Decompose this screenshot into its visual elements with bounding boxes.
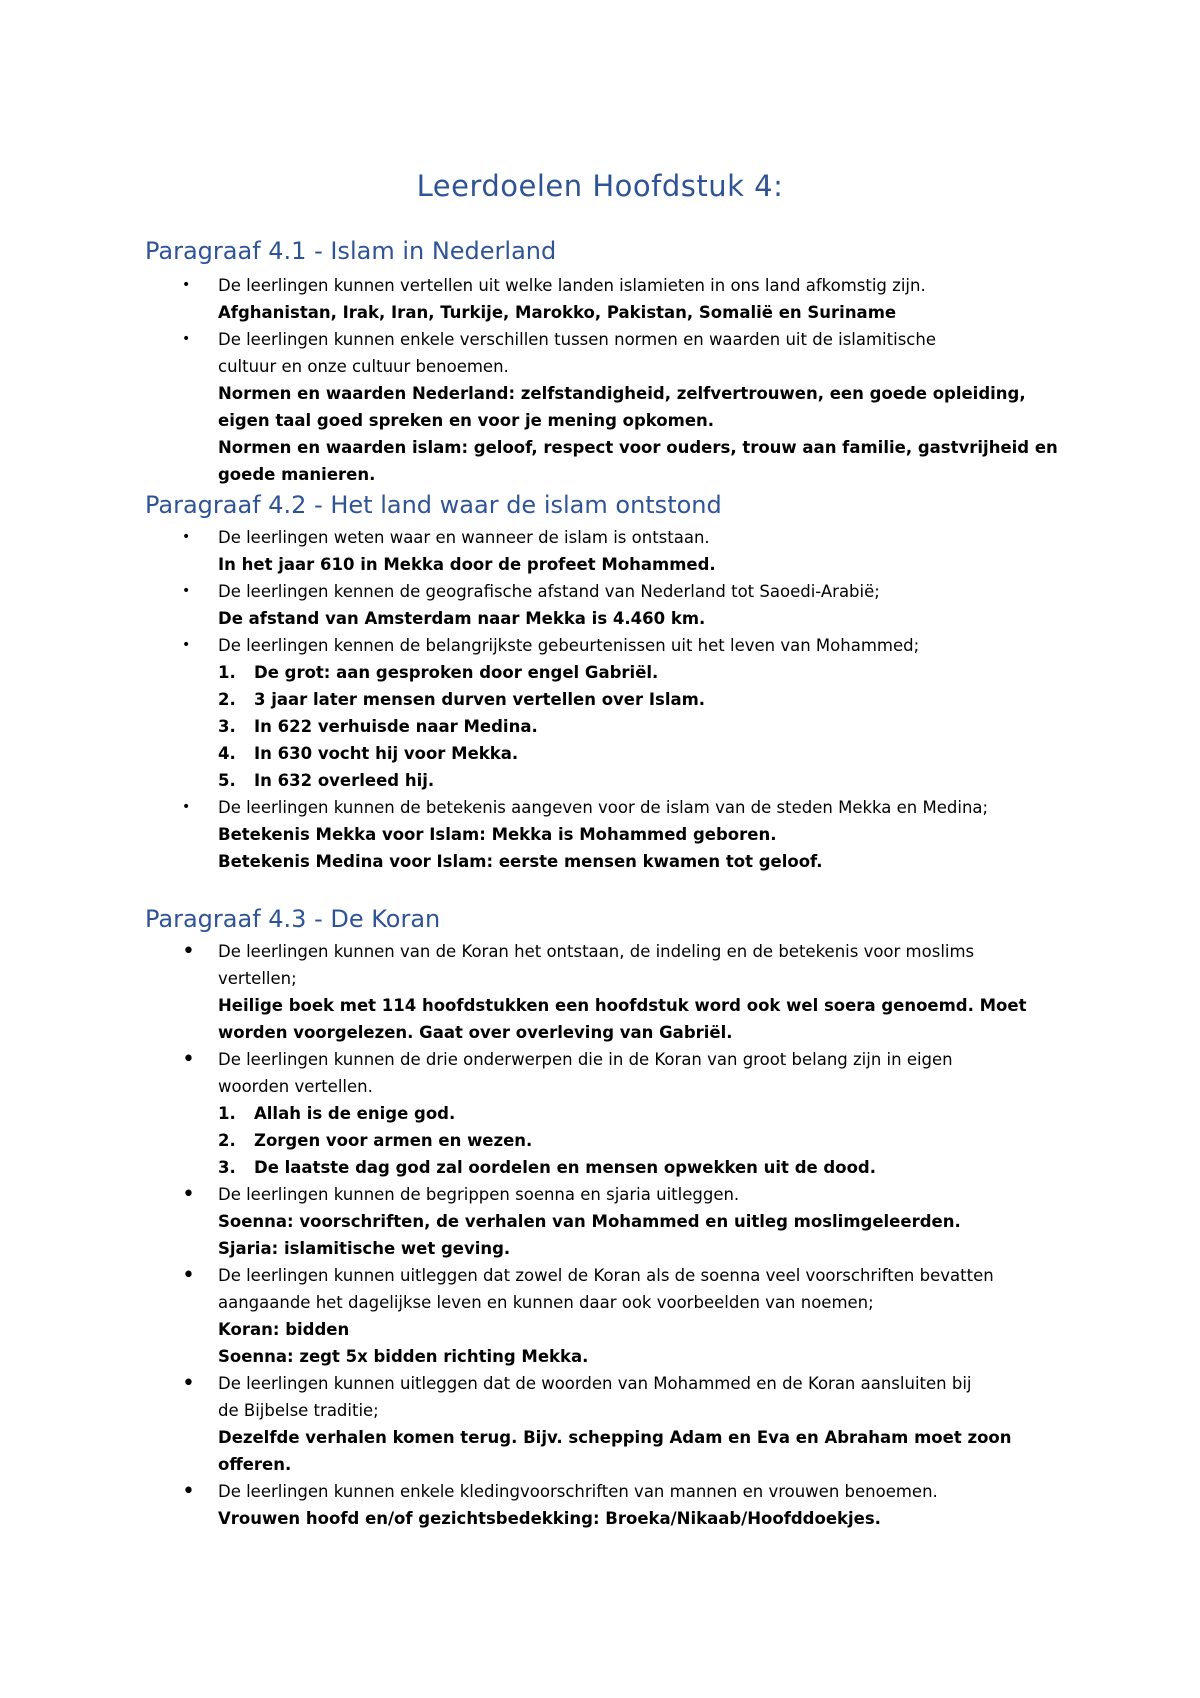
section-heading-4-3: Paragraaf 4.3 - De Koran: [145, 905, 441, 933]
answer: Soenna: voorschriften, de verhalen van Mohammed en uitleg moslimgeleerden.: [218, 1212, 961, 1231]
bullet-icon: •: [182, 1371, 195, 1396]
answer: Koran: bidden: [218, 1320, 350, 1339]
learning-goal: De leerlingen kunnen de betekenis aangeven voor de islam van de steden Mekka en Medina;: [218, 798, 989, 817]
numbered-answer: In 632 overleed hij.: [254, 771, 435, 790]
bullet-icon: •: [182, 1182, 195, 1207]
numbered-answer: Zorgen voor armen en wezen.: [254, 1131, 533, 1150]
answer: Dezelfde verhalen komen terug. Bijv. schepping Adam en Eva en Abraham moet zoon: [218, 1428, 1012, 1447]
learning-goal: De leerlingen kunnen de begrippen soenna en sjaria uitleggen.: [218, 1185, 740, 1204]
bullet-icon: •: [182, 331, 191, 347]
numbered-answer: In 622 verhuisde naar Medina.: [254, 717, 538, 736]
answer: Betekenis Mekka voor Islam: Mekka is Mohammed geboren.: [218, 825, 777, 844]
section-heading-4-1: Paragraaf 4.1 - Islam in Nederland: [145, 237, 557, 265]
bullet-icon: •: [182, 583, 191, 599]
page-title: Leerdoelen Hoofdstuk 4:: [416, 169, 784, 203]
numbered-answer: In 630 vocht hij voor Mekka.: [254, 744, 519, 763]
list-number: 3.: [218, 1158, 236, 1177]
answer: Afghanistan, Irak, Iran, Turkije, Marokko, Pakistan, Somalië en Suriname: [218, 303, 897, 322]
learning-goal: De leerlingen kunnen enkele verschillen tussen normen en waarden uit de islamitische: [218, 330, 936, 349]
learning-goal: De leerlingen kennen de geografische afstand van Nederland tot Saoedi-Arabië;: [218, 582, 880, 601]
answer: worden voorgelezen. Gaat over overleving van Gabriël.: [218, 1023, 733, 1042]
bullet-icon: •: [182, 277, 191, 293]
bullet-icon: •: [182, 1263, 195, 1288]
learning-goal: vertellen;: [218, 969, 297, 988]
list-number: 4.: [218, 744, 236, 763]
learning-goal: De leerlingen kunnen uitleggen dat de woorden van Mohammed en de Koran aansluiten bij: [218, 1374, 972, 1393]
learning-goal: De leerlingen kunnen uitleggen dat zowel de Koran als de soenna veel voorschriften bevatten: [218, 1266, 994, 1285]
section-heading-4-2: Paragraaf 4.2 - Het land waar de islam ontstond: [145, 491, 722, 519]
learning-goal: De leerlingen kunnen vertellen uit welke landen islamieten in ons land afkomstig zijn.: [218, 276, 926, 295]
answer: Betekenis Medina voor Islam: eerste mensen kwamen tot geloof.: [218, 852, 823, 871]
bullet-icon: •: [182, 1047, 195, 1072]
bullet-icon: •: [182, 1479, 195, 1504]
learning-goal: cultuur en onze cultuur benoemen.: [218, 357, 509, 376]
bullet-icon: •: [182, 939, 195, 964]
answer: goede manieren.: [218, 465, 376, 484]
learning-goal: woorden vertellen.: [218, 1077, 373, 1096]
numbered-answer: De laatste dag god zal oordelen en mensen opwekken uit de dood.: [254, 1158, 876, 1177]
learning-goal: De leerlingen kennen de belangrijkste gebeurtenissen uit het leven van Mohammed;: [218, 636, 920, 655]
numbered-answer: 3 jaar later mensen durven vertellen over Islam.: [254, 690, 706, 709]
bullet-icon: •: [182, 799, 191, 815]
list-number: 2.: [218, 1131, 236, 1150]
learning-goal: De leerlingen kunnen van de Koran het ontstaan, de indeling en de betekenis voor moslims: [218, 942, 975, 961]
learning-goal: De leerlingen weten waar en wanneer de islam is ontstaan.: [218, 528, 710, 547]
list-number: 3.: [218, 717, 236, 736]
answer: Soenna: zegt 5x bidden richting Mekka.: [218, 1347, 589, 1366]
numbered-answer: Allah is de enige god.: [254, 1104, 456, 1123]
bullet-icon: •: [182, 529, 191, 545]
answer: eigen taal goed spreken en voor je mening opkomen.: [218, 411, 715, 430]
list-number: 2.: [218, 690, 236, 709]
learning-goal: de Bijbelse traditie;: [218, 1401, 379, 1420]
answer: In het jaar 610 in Mekka door de profeet Mohammed.: [218, 555, 716, 574]
answer: Normen en waarden islam: geloof, respect voor ouders, trouw aan familie, gastvrijheid en: [218, 438, 1058, 457]
bullet-icon: •: [182, 637, 191, 653]
answer: Sjaria: islamitische wet geving.: [218, 1239, 511, 1258]
learning-goal: De leerlingen kunnen enkele kledingvoorschriften van mannen en vrouwen benoemen.: [218, 1482, 938, 1501]
list-number: 1.: [218, 1104, 236, 1123]
answer: De afstand van Amsterdam naar Mekka is 4.460 km.: [218, 609, 706, 628]
answer: Heilige boek met 114 hoofdstukken een hoofdstuk word ook wel soera genoemd. Moet: [218, 996, 1027, 1015]
list-number: 5.: [218, 771, 236, 790]
numbered-answer: De grot: aan gesproken door engel Gabriël.: [254, 663, 659, 682]
answer: Vrouwen hoofd en/of gezichtsbedekking: Broeka/Nikaab/Hoofddoekjes.: [218, 1509, 881, 1528]
list-number: 1.: [218, 663, 236, 682]
answer: offeren.: [218, 1455, 292, 1474]
learning-goal: aangaande het dagelijkse leven en kunnen daar ook voorbeelden van noemen;: [218, 1293, 874, 1312]
learning-goal: De leerlingen kunnen de drie onderwerpen die in de Koran van groot belang zijn in eigen: [218, 1050, 953, 1069]
answer: Normen en waarden Nederland: zelfstandigheid, zelfvertrouwen, een goede opleiding,: [218, 384, 1026, 403]
